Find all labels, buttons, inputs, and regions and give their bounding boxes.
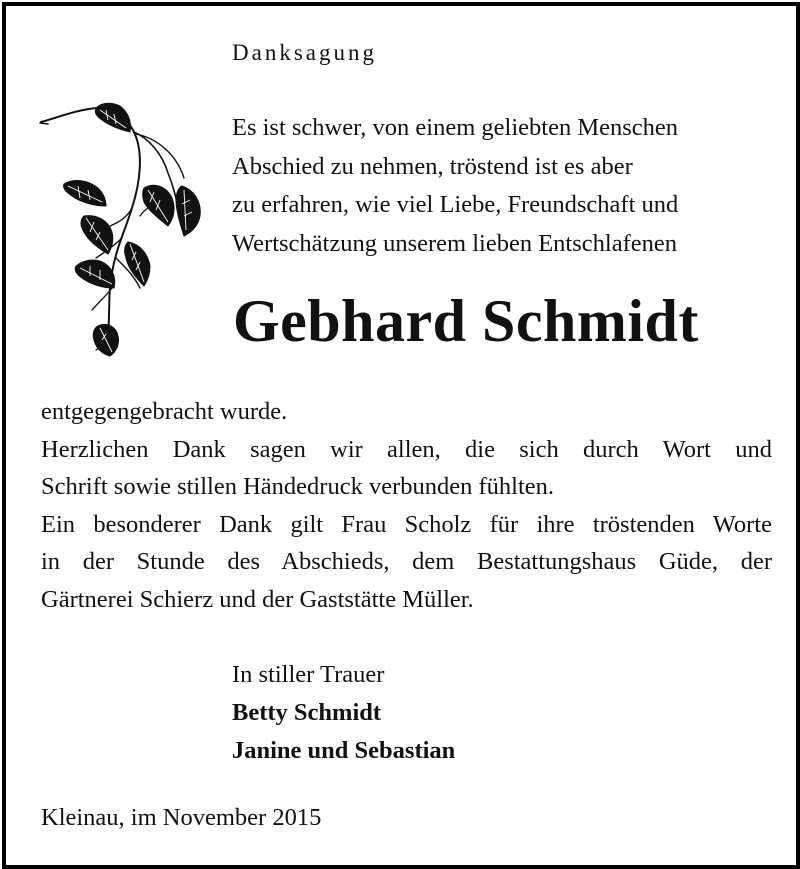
- birch-branch-icon: [36, 98, 216, 368]
- notice-heading: Danksagung: [232, 40, 377, 65]
- intro-line: zu erfahren, wie viel Liebe, Freundschaft und: [232, 191, 679, 218]
- body-line: Herzlichen Dank sagen wir allen, die sich durch Wort und: [41, 435, 772, 463]
- mourning-phrase: In stiller Trauer: [232, 661, 385, 688]
- mourner-name: Janine und Sebastian: [232, 737, 456, 764]
- intro-line: Abschied zu nehmen, tröstend ist es aber: [232, 152, 633, 180]
- body-line: Ein besonderer Dank gilt Frau Scholz für ihre tröstenden Worte: [41, 510, 772, 538]
- body-line: in der Stunde des Abschieds, dem Bestattungshaus Güde, der: [41, 548, 772, 575]
- intro-line: Wertschätzung unserem lieben Entschlafenen: [232, 229, 677, 257]
- thanks-paragraph: [41, 393, 772, 618]
- body-line: entgegengebracht wurde.: [41, 398, 288, 425]
- mourners-block: [232, 656, 455, 770]
- body-line: Gärtnerei Schierz und der Gaststätte Müller.: [41, 585, 474, 613]
- notice-frame: [2, 2, 800, 869]
- place-date: Kleinau, im November 2015: [41, 804, 322, 831]
- body-line: Schrift sowie stillen Händedruck verbunden fühlten.: [41, 473, 555, 500]
- intro-line: Es ist schwer, von einem geliebten Menschen: [232, 114, 679, 141]
- deceased-name: Gebhard Schmidt: [233, 288, 699, 354]
- mourner-name: Betty Schmidt: [232, 699, 382, 726]
- intro-paragraph: [232, 109, 772, 263]
